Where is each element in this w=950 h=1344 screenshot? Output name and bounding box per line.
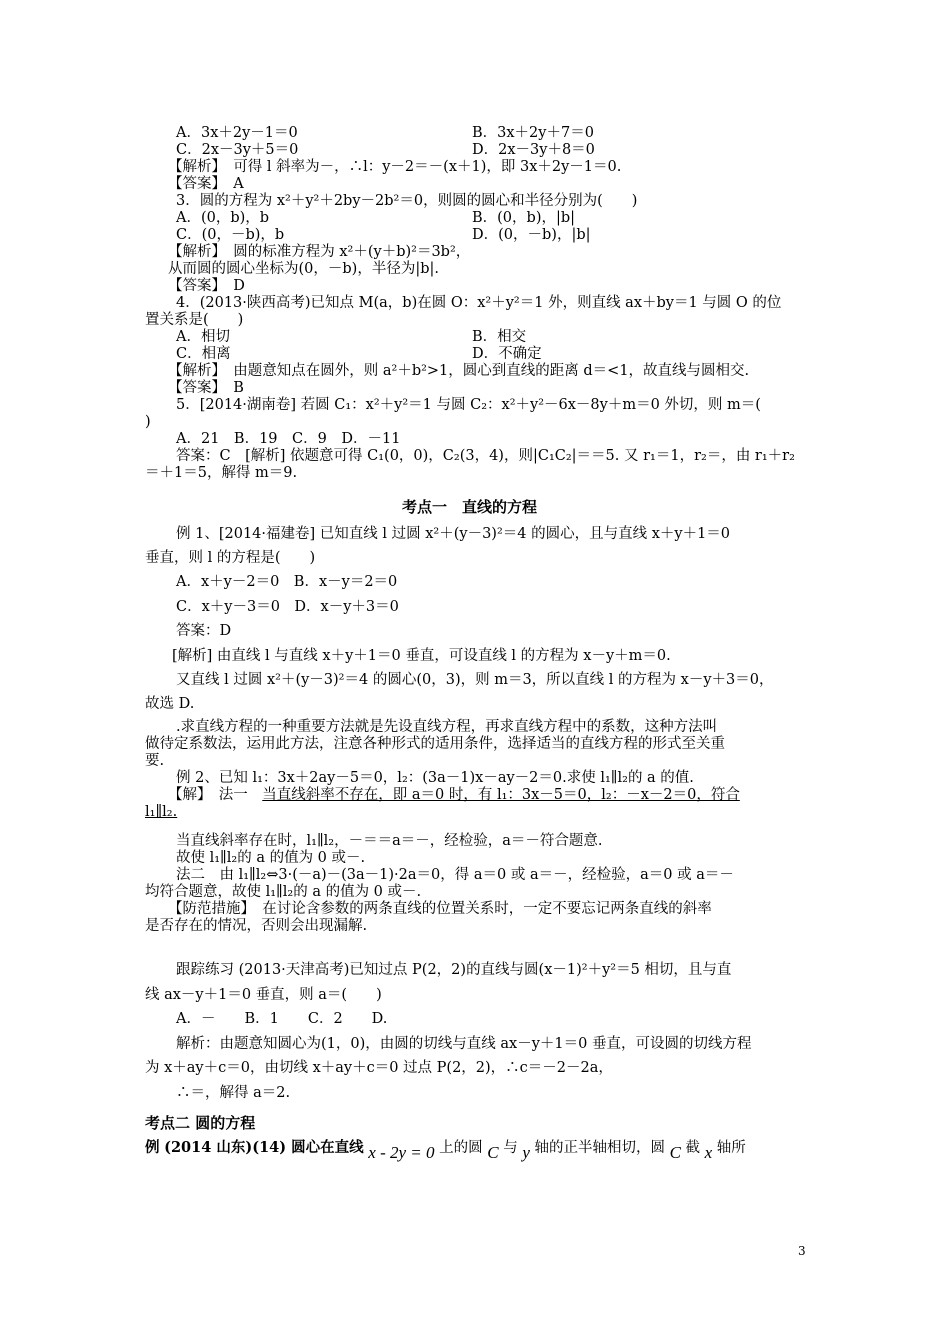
- prevention-note-cont: 是否存在的情况，否则会出现漏解.: [145, 918, 368, 934]
- answer-text: 答案：C [解析] 依题意可得 C₁(0，0)，C₂(3，4)，则|C₁C₂|＝＝5. 又 r₁＝1，r₂＝，由 r₁＋r₂: [176, 448, 795, 464]
- practice-question: 跟踪练习 (2013·天津高考)已知过点 P(2，2)的直线与圆(x－1)²＋y²＝5 相切，且与直: [176, 962, 732, 978]
- solution-method-2: 法二 由 l₁∥l₂⇔3·(－a)－(3a－1)·2a＝0，得 a＝0 或 a＝－，经检验，a＝0 或 a＝－: [176, 867, 734, 883]
- method-note: 要.: [145, 753, 165, 769]
- example-text: 截: [685, 1140, 701, 1156]
- math-symbol: x: [704, 1143, 713, 1162]
- options-line: A．21 B．19 C．9 D．－11: [176, 431, 401, 447]
- question-5-cont: ): [145, 414, 151, 430]
- example-text: 上的圆: [439, 1140, 483, 1156]
- example-2: 例 2、已知 l₁：3x＋2ay－5＝0，l₂：(3a－1)x－ay－2＝0.求使 l₁∥l₂的 a 的值.: [176, 770, 694, 786]
- answer-text-cont: ＝＋1＝5，解得 m＝9.: [145, 465, 298, 481]
- math-symbol: y: [522, 1143, 530, 1162]
- option-d: D．2x－3y＋8＝0: [472, 142, 595, 158]
- math-symbol: C: [487, 1143, 499, 1162]
- example-label: 例: [145, 1139, 160, 1156]
- options-line: A．－ B．1 C．2 D.: [176, 1011, 388, 1027]
- analysis-text: 故选 D.: [145, 696, 195, 712]
- option-b: B．相交: [472, 329, 527, 345]
- example-text: 轴所: [716, 1140, 746, 1156]
- method-note: 做待定系数法，运用此方法，注意各种形式的适用条件，选择适当的直线方程的形式至关重: [145, 736, 725, 752]
- option-c: C．2x－3y＋5＝0: [176, 142, 299, 158]
- option-a: A．相切: [176, 329, 230, 345]
- analysis-text: 解析：由题意知圆心为(1，0)，由圆的切线与直线 ax－y＋1＝0 垂直，可设圆的切线方程: [176, 1036, 752, 1052]
- analysis-text: 为 x＋ay＋c＝0，由切线 x＋ay＋c＝0 过点 P(2，2)，∴c＝－2－2a，: [145, 1060, 613, 1076]
- analysis-text: [解析] 由直线 l 与直线 x＋y＋1＝0 垂直，可设直线 l 的方程为 x－y＋m＝0.: [172, 648, 671, 664]
- solution-text: [168, 787, 740, 804]
- answer-text: 【答案】 B: [168, 380, 244, 396]
- option-d: D．(0，－b)，|b|: [472, 227, 591, 243]
- analysis-text: 【解析】 可得 l 斜率为－，∴l：y－2＝－(x＋1)，即 3x＋2y－1＝0.: [168, 159, 622, 175]
- page-number: 3: [798, 1244, 806, 1258]
- question-5: 5．[2014·湖南卷] 若圆 C₁：x²＋y²＝1 与圆 C₂：x²＋y²－6x－8y＋m＝0 外切，则 m＝(: [176, 397, 761, 413]
- analysis-text: 从而圆的圆心坐标为(0，－b)，半径为|b|.: [168, 261, 439, 277]
- solution-text: 故使 l₁∥l₂的 a 的值为 0 或－.: [176, 850, 366, 866]
- solution-text: 当直线斜率存在时，l₁∥l₂，－＝＝a＝－，经检验，a＝－符合题意.: [176, 833, 603, 849]
- option-b: B．(0，b)，|b|: [472, 210, 576, 226]
- example-line: [145, 1136, 746, 1162]
- example-source: (2014 山东)(14) 圆心在直线: [164, 1139, 364, 1156]
- method-note: .求直线方程的一种重要方法就是先设直线方程，再求直线方程中的系数，这种方法叫: [176, 719, 718, 735]
- math-symbol: C: [669, 1143, 681, 1162]
- solution-prefix: 【解】 法一: [168, 787, 263, 803]
- example-text: 与: [503, 1140, 518, 1156]
- question-3: 3．圆的方程为 x²＋y²＋2by－2b²＝0，则圆的圆心和半径分别为( ): [176, 193, 638, 209]
- equation: x - 2y = 0: [368, 1143, 435, 1162]
- example-text: 轴的正半轴相切，圆: [534, 1140, 665, 1156]
- answer-text: 【答案】 A: [168, 176, 244, 192]
- option-a: A．3x＋2y－1＝0: [176, 125, 298, 141]
- example-1-cont: 垂直，则 l 的方程是( ): [145, 550, 316, 566]
- option-c: C．相离: [176, 346, 231, 362]
- analysis-text: ∴＝，解得 a＝2.: [176, 1085, 291, 1101]
- solution-underlined: l₁∥l₂.: [145, 804, 178, 820]
- answer-text: 答案：D: [176, 623, 232, 639]
- question-4: 4．(2013·陕西高考)已知点 M(a，b)在圆 O：x²＋y²＝1 外，则直线 ax＋by＝1 与圆 O 的位: [176, 295, 782, 311]
- section-title: 考点一 直线的方程: [402, 498, 538, 516]
- option-d: D．不确定: [472, 346, 542, 362]
- option-a: A．(0，b)，b: [176, 210, 270, 226]
- options-line: C．x＋y－3＝0 D．x－y＋3＝0: [176, 599, 399, 615]
- section-title: 考点二 圆的方程: [145, 1114, 256, 1132]
- option-b: B．3x＋2y＋7＝0: [472, 125, 594, 141]
- prevention-note: 【防范措施】 在讨论含参数的两条直线的位置关系时，一定不要忘记两条直线的斜率: [168, 901, 712, 917]
- solution-underlined: 当直线斜率不存在，即 a＝0 时，有 l₁：3x－5＝0，l₂：－x－2＝0，符合: [262, 787, 740, 803]
- practice-question-cont: 线 ax－y＋1＝0 垂直，则 a＝( ): [145, 987, 382, 1003]
- option-c: C．(0，－b)，b: [176, 227, 285, 243]
- answer-text: 【答案】 D: [168, 278, 245, 294]
- options-line: A．x＋y－2＝0 B．x－y＝2＝0: [176, 574, 398, 590]
- analysis-text: 【解析】 圆的标准方程为 x²＋(y＋b)²＝3b²，: [168, 244, 471, 260]
- analysis-text: 【解析】 由题意知点在圆外，则 a²＋b²>1，圆心到直线的距离 d＝<1，故直线与圆相交.: [168, 363, 750, 379]
- example-1: 例 1、[2014·福建卷] 已知直线 l 过圆 x²＋(y－3)²＝4 的圆心，且与直线 x＋y＋1＝0: [176, 526, 731, 542]
- solution-text-cont: [145, 804, 177, 821]
- solution-method-2-cont: 均符合题意，故使 l₁∥l₂的 a 的值为 0 或－.: [145, 884, 422, 900]
- analysis-text: 又直线 l 过圆 x²＋(y－3)²＝4 的圆心(0，3)，则 m＝3，所以直线 l 的方程为 x－y＋3＝0，: [176, 672, 774, 688]
- question-4-cont: 置关系是( ): [145, 312, 244, 328]
